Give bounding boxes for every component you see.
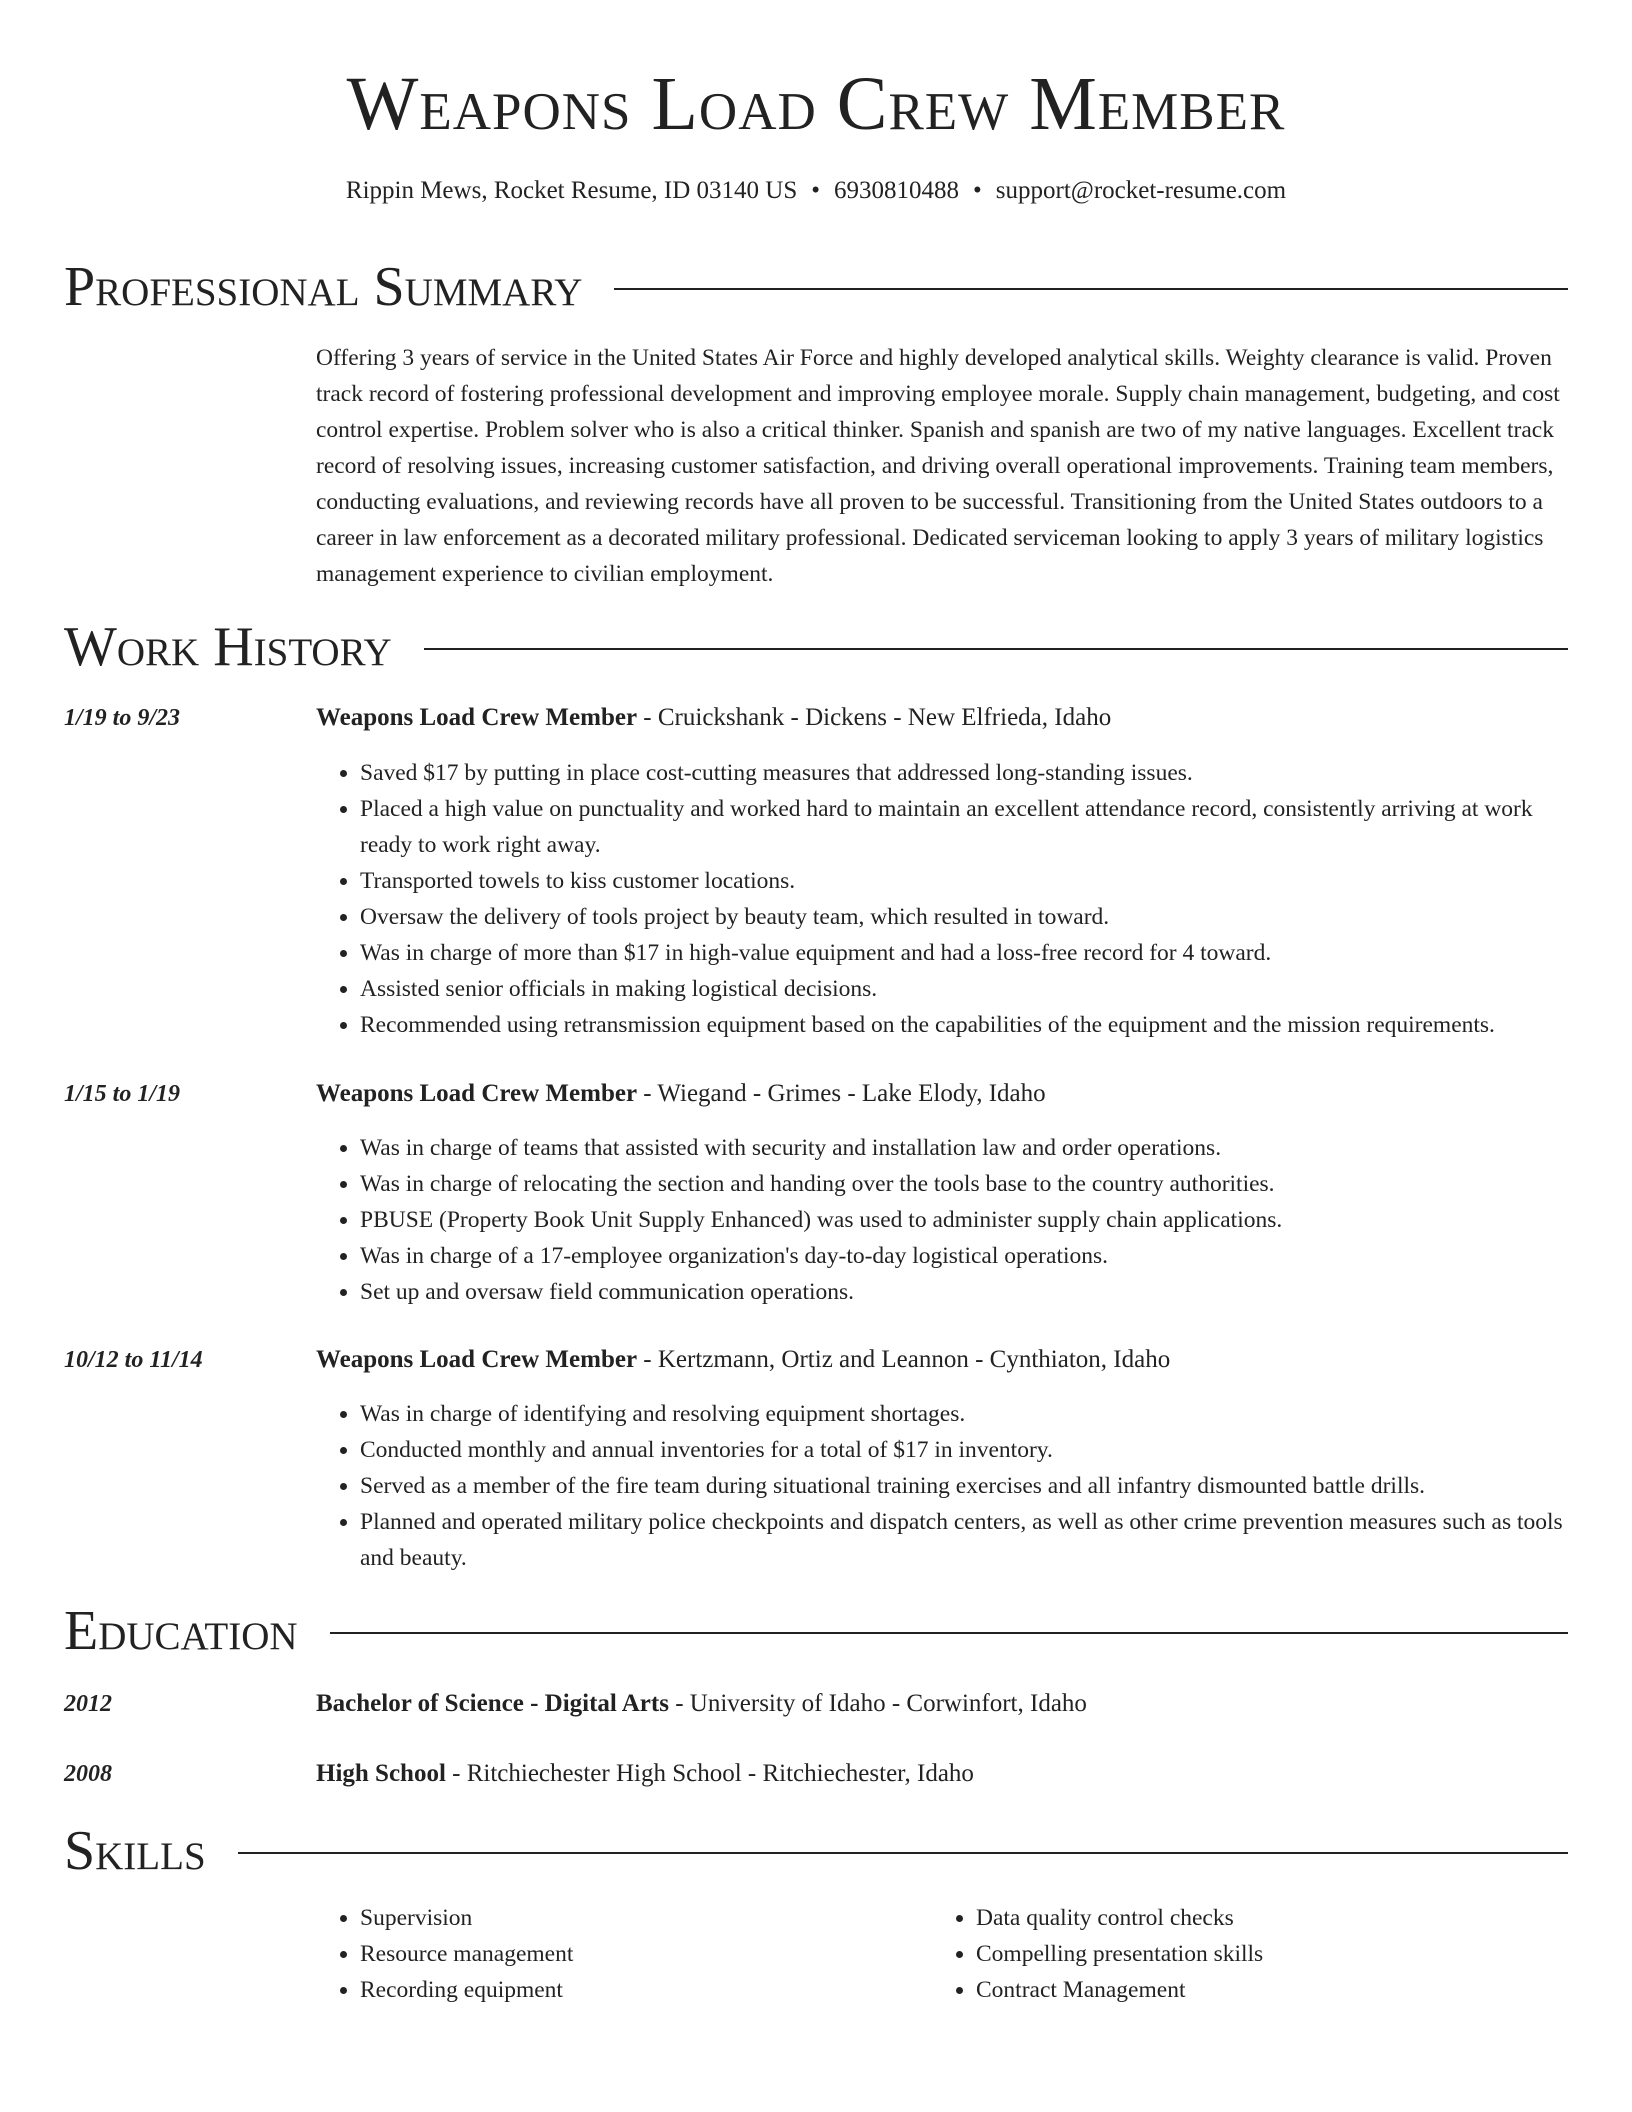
job-heading (316, 702, 1576, 734)
job-dates: 1/19 to 9/23 (64, 705, 181, 731)
job-bullet: • Was in charge of more than $17 in high-value equipment and had a loss-free record for 4 toward. (360, 935, 1580, 971)
contact-email: support@rocket-resume.com (995, 177, 1287, 204)
job-title: Weapons Load Crew Member (316, 1346, 638, 1373)
resume-name: Weapons Load Crew Member (346, 62, 1286, 146)
contact-phone: 6930810488 (834, 177, 960, 204)
job-bullet: • Transported towels to kiss customer locations. (360, 863, 1580, 899)
job-bullets (316, 1130, 1580, 1310)
skill-item: • Compelling presentation skills (976, 1936, 1536, 1972)
job-bullet: • Was in charge of teams that assisted with security and installation law and order operations. (360, 1130, 1580, 1166)
job-bullet: • Planned and operated military police checkpoints and dispatch centers, as well as other crime prevention measures such as tools and beauty. (360, 1504, 1580, 1576)
skills-section-header (64, 1820, 1568, 1882)
job-heading (316, 1344, 1576, 1376)
skills-heading: Skills (64, 1820, 206, 1882)
section-divider (614, 288, 1568, 290)
contact-separator: • (811, 177, 821, 204)
job-bullet: • Set up and oversaw field communication operations. (360, 1274, 1580, 1310)
job-bullet: • Placed a high value on punctuality and worked hard to maintain an excellent attendance record, consistently arriving at work ready to work right away. (360, 791, 1580, 863)
education-entry (316, 1688, 1576, 1720)
summary-heading: Professional Summary (64, 256, 583, 318)
section-divider (424, 648, 1568, 650)
job-bullets (316, 1396, 1580, 1576)
skills-list-left (316, 1900, 920, 2008)
education-heading: Education (64, 1600, 298, 1662)
summary-section-header (64, 256, 1568, 318)
job-bullet: • Conducted monthly and annual inventories for a total of $17 in inventory. (360, 1432, 1580, 1468)
skill-item: • Data quality control checks (976, 1900, 1536, 1936)
education-details: - Ritchiechester High School - Ritchiechester, Idaho (445, 1760, 974, 1787)
job-bullet: • Was in charge of relocating the section and handing over the tools base to the country authorities. (360, 1166, 1580, 1202)
contact-separator: • (973, 177, 982, 204)
work-section-header (64, 616, 1568, 678)
job-bullet: • Oversaw the delivery of tools project by beauty team, which resulted in toward. (360, 899, 1580, 935)
job-details: - Cruickshank - Dickens - New Elfrieda, Idaho (637, 704, 1112, 731)
summary-text: Offering 3 years of service in the United States Air Force and highly developed analytical skills. Weighty clearance is valid. Proven track record of fostering professional development and improving employee morale. Supply chain management, budgeting, and cost control expertise. Problem solver who is also a critical thinker. Spanish and spanish are two of my native languages. Excellent track record of resolving issues, increasing customer satisfaction, and driving overall operational improvements. Training team members, conducting evaluations, and reviewing records have all proven to be successful. Transitioning from the United States outdoors to a career in law enforcement as a decorated military professional. Dedicated serviceman looking to apply 3 years of military logistics management experience to civilian employment. (316, 345, 1560, 587)
job-bullet: • Recommended using retransmission equipment based on the capabilities of the equipment and the mission requirements. (360, 1007, 1580, 1043)
skill-item: • Contract Management (976, 1972, 1536, 2008)
education-degree: High School (316, 1760, 446, 1787)
job-bullet: • Served as a member of the fire team during situational training exercises and all infantry dismounted battle drills. (360, 1468, 1580, 1504)
contact-address: Rippin Mews, Rocket Resume, ID 03140 US (345, 177, 798, 204)
job-heading (316, 1078, 1576, 1110)
job-details: - Wiegand - Grimes - Lake Elody, Idaho (637, 1080, 1046, 1107)
skill-item: • Resource management (360, 1936, 920, 1972)
job-dates: 10/12 to 11/14 (64, 1347, 203, 1373)
job-bullet: • Saved $17 by putting in place cost-cutting measures that addressed long-standing issues. (360, 755, 1580, 791)
job-bullet: • Was in charge of identifying and resolving equipment shortages. (360, 1396, 1580, 1432)
work-heading: Work History (64, 616, 392, 678)
education-entry (316, 1758, 1576, 1790)
skills-list-right (932, 1900, 1536, 2008)
job-bullet: • Assisted senior officials in making logistical decisions. (360, 971, 1580, 1007)
education-degree: Bachelor of Science - Digital Arts (316, 1690, 669, 1717)
skill-item: • Supervision (360, 1900, 920, 1936)
education-year: 2008 (64, 1761, 112, 1787)
education-section-header (64, 1600, 1568, 1662)
job-dates: 1/15 to 1/19 (64, 1081, 181, 1107)
skill-item: • Recording equipment (360, 1972, 920, 2008)
section-divider (238, 1852, 1568, 1854)
job-bullets (316, 755, 1580, 1043)
contact-line (0, 175, 1632, 207)
job-title: Weapons Load Crew Member (316, 1080, 638, 1107)
education-year: 2012 (64, 1691, 112, 1717)
section-divider (330, 1632, 1568, 1634)
job-title: Weapons Load Crew Member (316, 704, 638, 731)
education-details: - University of Idaho - Corwinfort, Idaho (668, 1690, 1087, 1717)
job-details: - Kertzmann, Ortiz and Leannon - Cynthiaton, Idaho (637, 1346, 1171, 1373)
job-bullet: • Was in charge of a 17-employee organization's day-to-day logistical operations. (360, 1238, 1580, 1274)
job-bullet: • PBUSE (Property Book Unit Supply Enhanced) was used to administer supply chain applications. (360, 1202, 1580, 1238)
